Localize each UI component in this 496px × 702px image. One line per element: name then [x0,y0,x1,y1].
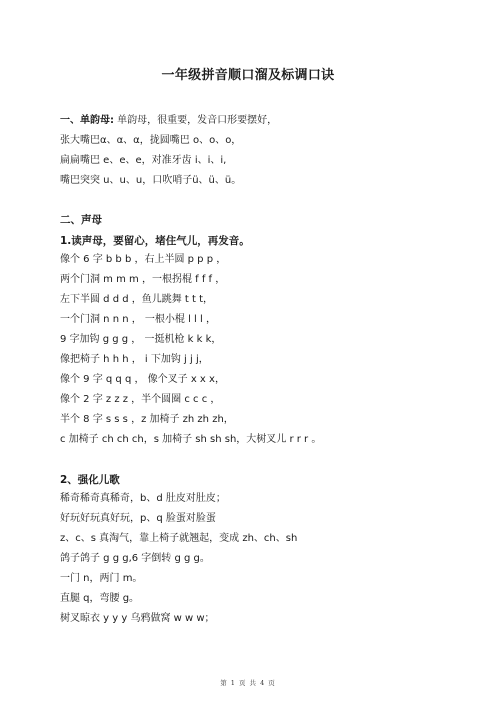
section1-line: 嘴巴突突 u、u、u，口吹哨子ü、ü、ü。 [60,175,242,186]
section2-line: 像个 9 字 q q q ， 像个叉子 x x x， [60,374,225,385]
section3-line: 树叉晾衣 y y y 乌鸦做窝 w w w； [60,613,215,624]
section2-subheading: 1.读声母，要留心，堵住气儿，再发音。 [60,235,250,247]
section2-line: 两个门洞 m m m ，一根拐棍 f f f ， [60,274,226,285]
section1-line: 扁扁嘴巴 e、e、e，对准牙齿 i、i、i, [60,155,227,166]
section3-line: 直腿 q，弯腰 g。 [60,593,140,604]
section2-line: 像个 2 字 z z z ，半个圆圈 c c c ， [60,394,221,405]
section2-line: 半个 8 字 s s s ，z 加椅子 zh zh zh， [60,414,234,425]
section3-line: 稀奇稀奇真稀奇，b、d 肚皮对肚皮； [60,493,226,504]
section1-heading: 一、单韵母: [60,115,114,126]
section3-line: z、c、s 真淘气，靠上椅子就翘起，变成 zh、ch、sh [60,533,298,544]
section2-line: 9 字加钩 g g g ， 一挺机枪 k k k， [60,334,222,345]
section2-line: 左下半圆 d d d ，鱼儿跳舞 t t t， [60,294,214,305]
section2-line: 像个 6 字 b b b ，右上半圆 p p p ， [60,254,227,265]
document-title: 一年级拼音顺口溜及标调口诀 [161,68,335,83]
page-footer: 第 1 页 共 4 页 [220,679,276,687]
section1-first-line [60,114,277,128]
section2-line: 一个门洞 n n n ， 一根小棍 l l l ， [60,314,216,325]
section3-line: 鸽子鸽子 g g g,6 字倒转 g g g。 [60,553,210,564]
section3-heading: 2、强化儿歌 [60,474,120,486]
section2-line: c 加椅子 ch ch ch，s 加椅子 sh sh sh，大树叉儿 r r r 。 [60,434,322,445]
section3-line: 一门 n，两门 m。 [60,573,143,584]
section2-heading: 二、声母 [60,214,102,226]
section2-line: 像把椅子 h h h ， i 下加钩 j j j， [60,354,209,365]
section3-line: 好玩好玩真好玩，p、q 脸蛋对脸蛋 [60,513,216,524]
section1-line: 张大嘴巴α、α、α，拢圆嘴巴 o、o、o， [60,135,242,146]
section1-first-line-text: 单韵母，很重要，发音口形要摆好， [114,115,278,126]
